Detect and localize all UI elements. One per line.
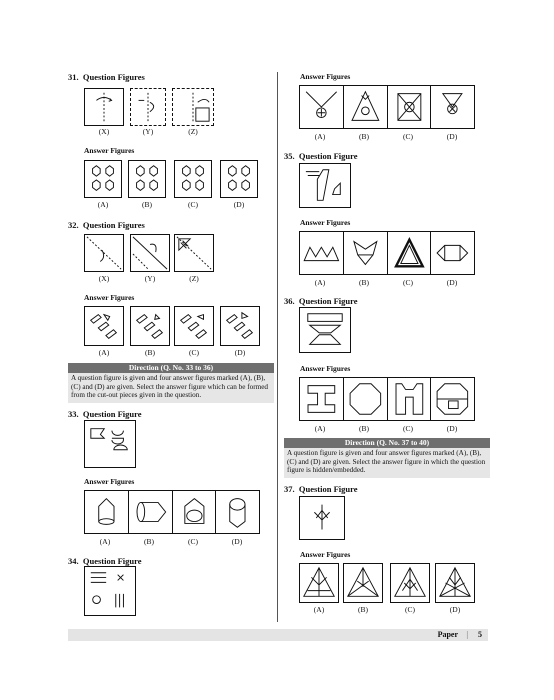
q31-answer-label-c: (C): [188, 200, 198, 209]
q36-answer-label-c: (C): [403, 424, 413, 433]
q34-number: 34.: [68, 556, 79, 566]
q32-label-y: (Y): [144, 274, 156, 283]
q37-title: Question Figure: [298, 484, 358, 494]
q36-number: 36.: [284, 296, 295, 306]
q32-fig-y: [130, 234, 170, 272]
q31-answer-b[interactable]: [128, 160, 166, 198]
q31-answer-a[interactable]: [84, 160, 122, 198]
q37-answer-label-a: (A): [313, 605, 325, 614]
footer-page-number: 5: [478, 630, 482, 639]
q31-answer-c[interactable]: [174, 160, 212, 198]
q33-figure: [84, 420, 136, 468]
q35-figure: [299, 163, 351, 208]
q36-heading: [284, 296, 358, 306]
q34-answer-label-c: (C): [403, 132, 413, 141]
q34-answer-a[interactable]: [300, 86, 344, 128]
q36-answer-strip: [299, 377, 475, 421]
q33-title: Question Figure: [82, 409, 142, 419]
q31-label-x: (X): [98, 127, 110, 136]
q35-answer-label-a: (A): [314, 278, 326, 287]
q35-answer-b[interactable]: [344, 232, 388, 274]
direction-heading-37-40: Direction (Q. No. 37 to 40): [284, 438, 490, 448]
q36-answer-label-d: (D): [446, 424, 458, 433]
q33-answer-label-b: (B): [144, 537, 154, 546]
q33-answer-strip: [84, 490, 260, 534]
q36-answer-b[interactable]: [344, 378, 388, 420]
q33-heading: [68, 409, 142, 419]
q36-answer-c[interactable]: [388, 378, 432, 420]
q31-answer-label-a: (A): [97, 200, 109, 209]
q31-fig-z: [172, 88, 214, 126]
q37-number: 37.: [284, 484, 295, 494]
q37-answer-label-d: (D): [449, 605, 461, 614]
q33-answer-title: Answer Figures: [84, 477, 135, 486]
q33-answer-label-d: (D): [231, 537, 243, 546]
q35-heading: [284, 151, 358, 161]
q36-answer-title: Answer Figures: [300, 364, 351, 373]
page-footer: [68, 629, 488, 641]
q31-number: 31.: [68, 72, 79, 82]
column-divider: [277, 72, 278, 622]
q31-answer-label-b: (B): [142, 200, 152, 209]
q35-answer-label-b: (B): [359, 278, 369, 287]
q37-heading: [284, 484, 358, 494]
q36-answer-label-a: (A): [314, 424, 326, 433]
direction-heading-33-36: Direction (Q. No. 33 to 36): [68, 363, 274, 373]
q33-answer-label-c: (C): [188, 537, 198, 546]
q33-answer-b[interactable]: [129, 491, 173, 533]
q36-answer-label-b: (B): [359, 424, 369, 433]
q35-answer-a[interactable]: [300, 232, 344, 274]
q35-answer-d[interactable]: [431, 232, 474, 274]
q34-answer-label-a: (A): [314, 132, 326, 141]
q34-answer-b[interactable]: [344, 86, 388, 128]
q32-answer-c[interactable]: [174, 306, 214, 346]
q32-answer-a[interactable]: [84, 306, 124, 346]
q32-heading: [68, 220, 145, 230]
q35-number: 35.: [284, 151, 295, 161]
q32-label-x: (X): [98, 274, 110, 283]
q35-title: Question Figure: [298, 151, 358, 161]
q32-fig-x: [84, 234, 124, 272]
q37-answer-label-b: (B): [358, 605, 368, 614]
q33-number: 33.: [68, 409, 79, 419]
direction-text-33-36: A question figure is given and four answer figures marked (A), (B), (C) and (D) are given. Select the answer figure which can be formed from the cut-out pieces given in the question.: [68, 373, 274, 403]
q31-answer-label-d: (D): [233, 200, 245, 209]
q31-fig-x: [84, 88, 124, 126]
q31-label-y: (Y): [142, 127, 154, 136]
q33-answer-d[interactable]: [216, 491, 259, 533]
q32-label-z: (Z): [189, 274, 199, 283]
q35-answer-c[interactable]: [388, 232, 432, 274]
q32-answer-label-a: (A): [98, 348, 110, 357]
q34-figure: [84, 566, 136, 616]
q36-title: Question Figure: [298, 296, 358, 306]
q31-heading: [68, 72, 145, 82]
q34-answer-title: Answer Figures: [300, 72, 351, 81]
q31-label-z: (Z): [188, 127, 198, 136]
q35-answer-label-c: (C): [403, 278, 413, 287]
q35-answer-title: Answer Figures: [300, 218, 351, 227]
q37-answer-c[interactable]: [390, 563, 430, 603]
q37-answer-d[interactable]: [435, 563, 475, 603]
q32-answer-d[interactable]: [220, 306, 260, 346]
q34-heading: [68, 556, 142, 566]
q36-answer-d[interactable]: [431, 378, 474, 420]
footer-separator: |: [466, 630, 468, 639]
q36-figure: [299, 307, 351, 353]
q32-answer-label-c: (C): [189, 348, 199, 357]
q32-answer-label-d: (D): [234, 348, 246, 357]
q32-fig-z: [174, 234, 214, 272]
q31-answer-title: Answer Figures: [84, 146, 135, 155]
direction-text-37-40: A question figure is given and four answer figures marked (A), (B), (C) and (D) are given. Select the answer figure in which the question figure is hidden/embedded.: [284, 448, 490, 478]
q37-figure: [299, 496, 345, 540]
q34-answer-label-b: (B): [359, 132, 369, 141]
q36-answer-a[interactable]: [300, 378, 344, 420]
q37-answer-label-c: (C): [405, 605, 415, 614]
footer-label: Paper: [437, 630, 458, 639]
q37-answer-title: Answer Figures: [300, 550, 351, 559]
q31-fig-y: [130, 88, 166, 126]
q32-answer-b[interactable]: [130, 306, 170, 346]
q34-answer-c[interactable]: [388, 86, 432, 128]
q34-title: Question Figure: [82, 556, 142, 566]
q32-answer-label-b: (B): [145, 348, 155, 357]
q34-answer-d[interactable]: [431, 86, 474, 128]
q35-answer-label-d: (D): [446, 278, 458, 287]
q37-answer-a[interactable]: [299, 563, 339, 603]
q31-title: Question Figures: [82, 72, 145, 82]
q34-answer-label-d: (D): [446, 132, 458, 141]
q33-answer-label-a: (A): [99, 537, 111, 546]
q37-answer-b[interactable]: [343, 563, 383, 603]
q31-answer-d[interactable]: [220, 160, 258, 198]
q34-answer-strip: [299, 85, 475, 129]
q32-answer-title: Answer Figures: [84, 293, 135, 302]
q32-title: Question Figures: [82, 220, 145, 230]
q33-answer-a[interactable]: [85, 491, 129, 533]
q35-answer-strip: [299, 231, 475, 275]
q33-answer-c[interactable]: [173, 491, 217, 533]
q32-number: 32.: [68, 220, 79, 230]
